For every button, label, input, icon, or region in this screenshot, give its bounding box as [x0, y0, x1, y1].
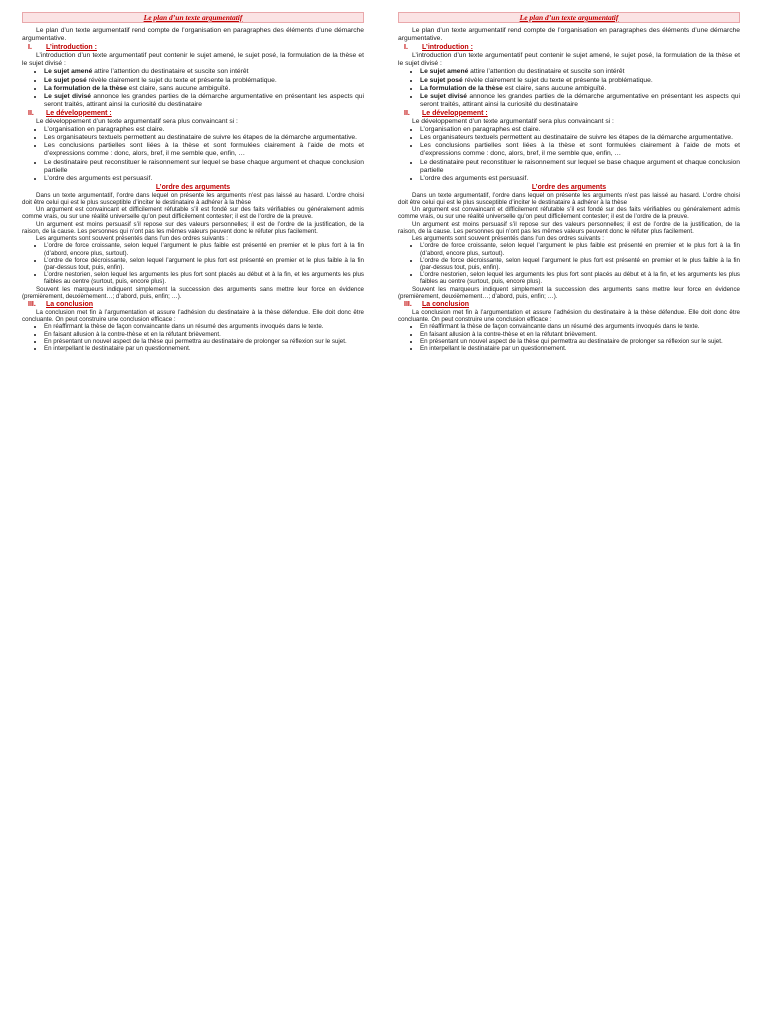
order-paragraph: Un argument est moins persuasif s’il repose sur des valeurs personnelles; il est de l’ordre de la justification, de la raison, de la cause. Les personnes qui n’ont pas les mêmes valeurs peuvent donc le réfuter plus facilement. — [398, 220, 740, 235]
order-paragraph: Dans un texte argumentatif, l’ordre dans lequel on présente les arguments n’est pas laissé au hasard. L’ordre choisi doit être celui qui est le plus susceptible d’inciter le destinataire à adhérer à la thèse — [398, 191, 740, 207]
list-item: • Le destinataire peut reconstituer le raisonnement sur lequel se base chaque argument et chaque conclusion partielle — [420, 159, 740, 175]
list-item: • L’organisation en paragraphes est claire. — [420, 126, 740, 134]
list-item: • Le destinataire peut reconstituer le raisonnement sur lequel se base chaque argument et chaque conclusion partielle — [44, 159, 364, 175]
introduction-text: L’introduction d’un texte argumentatif peut contenir le sujet amené, le sujet posé, la formulation de la thèse et le sujet divisé : — [398, 52, 740, 68]
list-item: • L’ordre nestorien, selon lequel les arguments les plus fort sont placés au début et à la fin, et les arguments les plus faibles au centre (surtout, puis, encore plus). — [44, 271, 364, 285]
list-item: • Les organisateurs textuels permettent au destinataire de suivre les étapes de la démarche argumentative. — [420, 134, 740, 142]
list-item: • L’ordre de force décroissante, selon lequel l’argument le plus fort est présenté en premier et le plus faible à la fin (par-dessus tout, puis, enfin). — [44, 257, 364, 271]
heading-conclusion — [22, 301, 364, 309]
intro-paragraph: Le plan d’un texte argumentatif rend compte de l’organisation en paragraphes des éléments d’une démarche argumentative. — [398, 27, 740, 43]
list-item: • La formulation de la thèse est claire, sans aucune ambiguïté. — [44, 85, 364, 93]
order-paragraph: Un argument est moins persuasif s’il repose sur des valeurs personnelles; il est de l’ordre de la justification, de la raison, de la cause. Les personnes qui n’ont pas les mêmes valeurs peuvent donc le réfuter plus facilement. — [22, 220, 364, 235]
heading-introduction — [398, 44, 740, 52]
list-item: • L’ordre des arguments est persuasif. — [420, 175, 740, 183]
order-paragraph: Les arguments sont souvent présentés dans l’un des ordres suivants : — [412, 235, 604, 243]
conclusion-section — [398, 309, 740, 352]
conclusion-text: La conclusion met fin à l’argumentation et assure l’adhésion du destinataire à la thèse défendue. Elle doit donc être concluante. On peut construire une conclusion efficace : — [398, 309, 740, 324]
development-list — [398, 126, 740, 183]
heading-text: Le développement : — [422, 109, 488, 117]
list-item: • L’ordre nestorien, selon lequel les arguments les plus fort sont placés au début et à la fin, et les arguments les plus faibles au centre (surtout, puis, encore plus). — [420, 271, 740, 285]
list-item: • Le sujet divisé annonce les grandes parties de la démarche argumentative en présentant les aspects qui seront traités, attirant ainsi la curiosité du destinataire — [44, 93, 364, 109]
heading-development — [22, 110, 364, 118]
heading-number: II. — [28, 109, 34, 117]
conclusion-section — [22, 309, 364, 352]
heading-number: I. — [28, 44, 32, 52]
list-item: • L’ordre de force croissante, selon lequel l’argument le plus faible est présenté en premier et le plus fort à la fin (d’abord, encore plus, surtout). — [44, 242, 364, 256]
order-list — [398, 242, 740, 285]
list-item: • L’ordre de force croissante, selon lequel l’argument le plus faible est présenté en premier et le plus fort à la fin (d’abord, encore plus, surtout). — [420, 242, 740, 256]
heading-text: Le développement : — [46, 109, 112, 117]
intro-paragraph: Le plan d’un texte argumentatif rend compte de l’organisation en paragraphes des éléments d’une démarche argumentative. — [22, 27, 364, 43]
heading-text: La conclusion — [46, 300, 94, 308]
right-column — [398, 12, 740, 352]
development-text: Le développement d’un texte argumentatif sera plus convaincant si : — [412, 118, 614, 126]
list-item: • Le sujet amené attire l’attention du destinataire et suscite son intérêt — [420, 68, 740, 76]
left-column — [22, 12, 364, 352]
list-item: • Le sujet amené attire l’attention du destinataire et suscite son intérêt — [44, 68, 364, 76]
document-title: Le plan d’un texte argumentatif — [22, 12, 364, 23]
list-item: • En présentant un nouvel aspect de la thèse qui permettra au destinataire de prolonger sa réflexion sur le sujet. — [44, 338, 364, 345]
list-item: • En faisant allusion à la contre-thèse et en la réfutant brièvement. — [44, 331, 364, 338]
list-item: • En interpellant le destinataire par un questionnement. — [44, 345, 364, 352]
order-list — [22, 242, 364, 285]
list-item: • L’ordre des arguments est persuasif. — [44, 175, 364, 183]
development-text: Le développement d’un texte argumentatif sera plus convaincant si : — [36, 118, 238, 126]
order-paragraph: Les arguments sont souvent présentés dans l’un des ordres suivants : — [36, 235, 228, 243]
list-item: • Le sujet posé révèle clairement le sujet du texte et présente la problématique. — [420, 77, 740, 85]
heading-text: La conclusion — [422, 300, 470, 308]
conclusion-text: La conclusion met fin à l’argumentation et assure l’adhésion du destinataire à la thèse défendue. Elle doit donc être concluante. On peut construire une conclusion efficace : — [22, 309, 364, 324]
list-item: • L’ordre de force décroissante, selon lequel l’argument le plus fort est présenté en premier et le plus faible à la fin (par-dessus tout, puis, enfin). — [420, 257, 740, 271]
list-item: • Les conclusions partielles sont liées à la thèse et sont formulées clairement à l’aide de mots et d’expressions comme : donc, alors, bref, il me semble que, enfin, … — [44, 142, 364, 158]
order-section — [398, 192, 740, 300]
heading-conclusion — [398, 301, 740, 309]
heading-text: L’introduction : — [422, 44, 473, 52]
introduction-list — [398, 68, 740, 108]
list-item: • L’organisation en paragraphes est claire. — [44, 126, 364, 134]
list-item: • En présentant un nouvel aspect de la thèse qui permettra au destinataire de prolonger sa réflexion sur le sujet. — [420, 338, 740, 345]
introduction-text: L’introduction d’un texte argumentatif peut contenir le sujet amené, le sujet posé, la formulation de la thèse et le sujet divisé : — [22, 52, 364, 68]
heading-text: L’introduction : — [46, 44, 97, 52]
heading-development — [398, 110, 740, 118]
list-item: • Les conclusions partielles sont liées à la thèse et sont formulées clairement à l’aide de mots et d’expressions comme : donc, alors, bref, il me semble que, enfin, … — [420, 142, 740, 158]
order-paragraph: Un argument est convaincant et difficilement réfutable s’il est fondé sur des faits vérifiables ou généralement admis comme vrais, ou sur une réalité universelle qu’on peut difficilement contester; il est de l’ordre de la preuve. — [22, 206, 364, 221]
list-item: • Le sujet divisé annonce les grandes parties de la démarche argumentative en présentant les aspects qui seront traités, attirant ainsi la curiosité du destinataire — [420, 93, 740, 109]
conclusion-list — [398, 323, 740, 352]
order-paragraph: Dans un texte argumentatif, l’ordre dans lequel on présente les arguments n’est pas laissé au hasard. L’ordre choisi doit être celui qui est le plus susceptible d’inciter le destinataire à adhérer à la thèse — [22, 191, 364, 207]
list-item: • Les organisateurs textuels permettent au destinataire de suivre les étapes de la démarche argumentative. — [44, 134, 364, 142]
list-item: • Le sujet posé révèle clairement le sujet du texte et présente la problématique. — [44, 77, 364, 85]
list-item: • En interpellant le destinataire par un questionnement. — [420, 345, 740, 352]
order-heading: L’ordre des arguments — [155, 183, 231, 191]
order-paragraph: Un argument est convaincant et difficilement réfutable s’il est fondé sur des faits vérifiables ou généralement admis comme vrais, ou sur une réalité universelle qu’on peut difficilement contester; il est de l’ordre de la preuve. — [398, 206, 740, 221]
list-item: • En faisant allusion à la contre-thèse et en la réfutant brièvement. — [420, 331, 740, 338]
heading-number: III. — [28, 300, 36, 308]
development-list — [22, 126, 364, 183]
heading-number: I. — [404, 44, 408, 52]
order-paragraph: Souvent les marqueurs indiquent simplement la succession des arguments sans mettre leur force en évidence (premièrement, deuxièmement…; d’abord, puis, enfin; …). — [22, 285, 364, 300]
conclusion-list — [22, 323, 364, 352]
introduction-list — [22, 68, 364, 108]
order-heading: L’ordre des arguments — [531, 183, 607, 191]
heading-number: II. — [404, 109, 410, 117]
order-section — [22, 192, 364, 300]
order-paragraph: Souvent les marqueurs indiquent simplement la succession des arguments sans mettre leur force en évidence (premièrement, deuxièmement…; d’abord, puis, enfin; …). — [398, 285, 740, 300]
list-item: • En réaffirmant la thèse de façon convaincante dans un résumé des arguments invoqués dans le texte. — [44, 323, 364, 330]
heading-introduction — [22, 44, 364, 52]
heading-number: III. — [404, 300, 412, 308]
document-title: Le plan d’un texte argumentatif — [398, 12, 740, 23]
list-item: • En réaffirmant la thèse de façon convaincante dans un résumé des arguments invoqués dans le texte. — [420, 323, 740, 330]
list-item: • La formulation de la thèse est claire, sans aucune ambiguïté. — [420, 85, 740, 93]
